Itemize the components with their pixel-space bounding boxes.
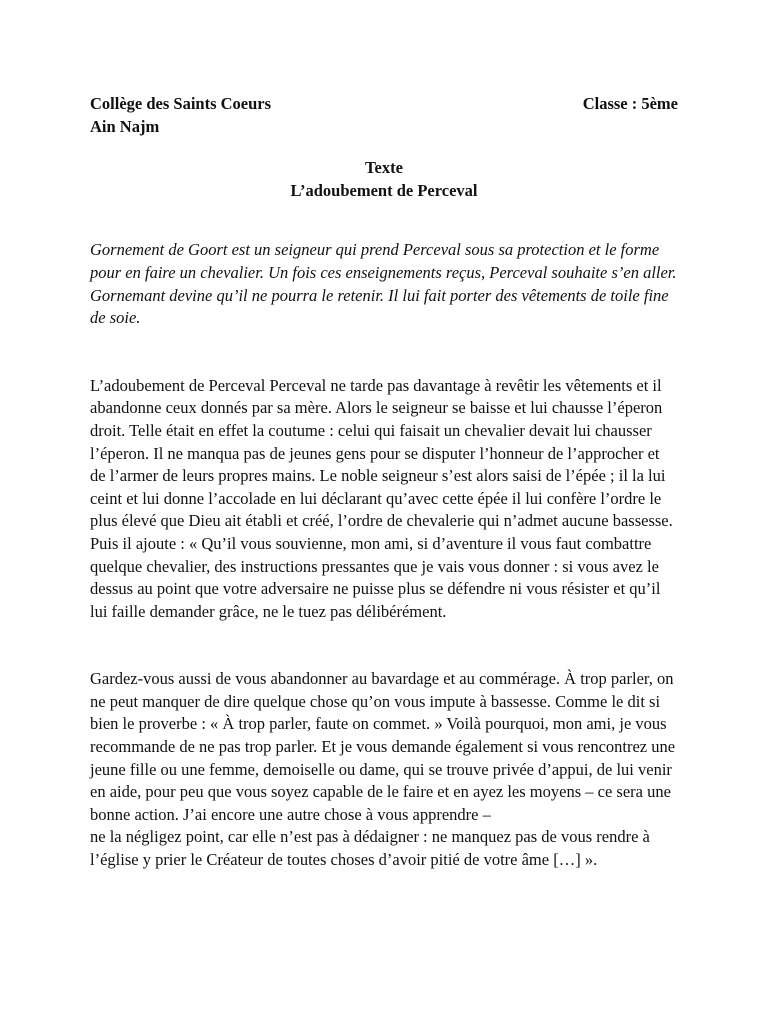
document-page <box>90 93 678 872</box>
text-label: Texte <box>365 158 403 178</box>
body-paragraph-2-continued: ne la négligez point, car elle n’est pas à dédaigner : ne manquez pas de vous rendre à l’église y prier le Créateur de toutes choses d’avoir pitié de votre âme […] ». <box>90 827 650 870</box>
title-block <box>90 157 678 202</box>
header-row <box>90 93 678 116</box>
school-location: Ain Najm <box>90 116 160 136</box>
class-label: Classe : 5ème <box>582 94 678 113</box>
text-title: L’adoubement de Perceval <box>290 180 478 200</box>
school-name: Collège des Saints Coeurs <box>90 94 272 113</box>
body-paragraph-1: L’adoubement de Perceval Perceval ne tarde pas davantage à revêtir les vêtements et il abandonne ceux donnés par sa mère. Alors le seigneur se baisse et lui chausse l’éperon droit. Telle était en effet la coutume : celui qui faisait un chevalier devait lui chausser l’éperon. Il ne manqua pas de jeunes gens pour se disputer l’honneur de l’approcher et de l’armer de leurs propres mains. Le noble seigneur s’est alors saisi de l’épée ; il la lui ceint et lui donne l’accolade en lui déclarant qu’avec cette épée il lui confère l’ordre le plus élevé que Dieu ait établi et créé, l’ordre de chevalerie qui n’admet aucune bassesse. Puis il ajoute : « Qu’il vous souvienne, mon ami, si d’aventure il vous faut combattre quelque chevalier, des instructions pressantes que je vais vous donner : si vous avez le dessus au point que votre adversaire ne puisse plus se défendre ni vous résister et qu’il lui faille demander grâce, ne le tuez pas délibérément. <box>90 375 673 621</box>
intro-paragraph: Gornement de Goort est un seigneur qui prend Perceval sous sa protection et le forme pour en faire un chevalier. Un fois ces enseignements reçus, Perceval souhaite s’en aller. Gornemant devine qu’il ne pourra le retenir. Il lui fait porter des vêtements de toile fine de soie. <box>90 240 677 328</box>
body-paragraph-2: Gardez-vous aussi de vous abandonner au bavardage et au commérage. À trop parler, on ne peut manquer de dire quelque chose qu’on vous impute à bassesse. Comme le dit si bien le proverbe : « À trop parler, faute on commet. » Voilà pourquoi, mon ami, je vous recommande de ne pas trop parler. Et je vous demande également si vous rencontrez une jeune fille ou une femme, demoiselle ou dame, qui se trouve privée d’appui, de lui venir en aide, pour peu que vous soyez capable de le faire et en ayez les moyens – ce sera une bonne action. J’ai encore une autre chose à vous apprendre – <box>90 669 676 824</box>
